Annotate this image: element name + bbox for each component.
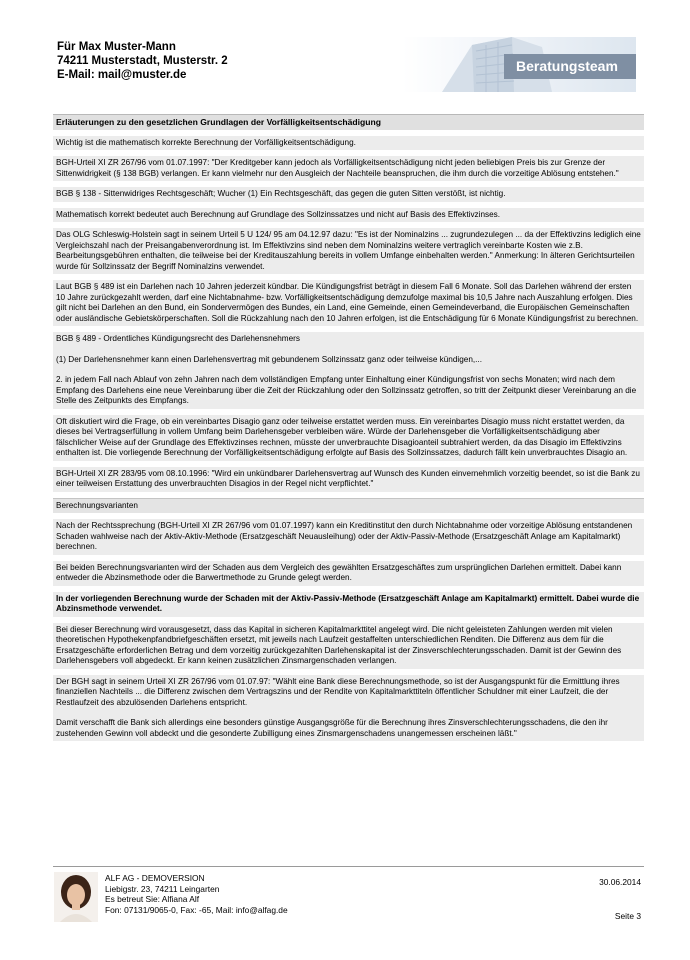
paragraph: BGB § 138 - Sittenwidriges Rechtsgeschäft; Wucher (1) Ein Rechtsgeschäft, das gegen die guten Sitten verstößt, ist nichtig. — [53, 187, 644, 202]
recipient-address — [57, 40, 228, 82]
paragraph: Das OLG Schleswig-Holstein sagt in seinem Urteil 5 U 124/ 95 am 04.12.97 dazu: "Es ist der Nominalzins ... zugrundezulegen ... da der Effektivzins lediglich eine Vergleichszahl nach der Preisangabenverordnung ist. Im Effektivzins sind neben dem Nominalzins weitere vertraglich vereinbarte Kosten wie z.B. Bearbeitungsgebühren enthalten, die teilweise bei der Kreditauszahlung bereits in vollem Umfange einbehalten werden." Anmerkung: In älteren Gerichtsurteilen wurde für Sollzinssatz der Begriff Nominalzins verwendet. — [53, 228, 644, 274]
paragraph: Nach der Rechtssprechung (BGH-Urteil XI ZR 267/96 vom 01.07.1997) kann ein Kreditinstitut den durch Nichtabnahme oder vorzeitige Ablösung entstandenen Schaden wahlweise nach der Aktiv-Aktiv-Methode (Ersatzgeschäft Neuausleihung) oder der Aktiv-Passiv-Methode (Ersatzgeschäft Anlage am Kapitalmarkt) berechnen. — [53, 519, 644, 555]
quote-text: Der BGH sagt in seinem Urteil XI ZR 267/96 vom 01.07.97: "Wählt eine Bank diese Berechnungsmethode, so ist der Ausgangspunkt für die Ermittlung ihres finanziellen Nachteils ... die Differenz zwischen dem Vertragszins und der Rendite von Kapitalmarkttiteln öffentlicher Schuldner mit einer Laufzeit, die der Restlaufzeit des abzulösenden Darlehens entspricht. — [56, 676, 620, 707]
section-heading: Berechnungsvarianten — [53, 498, 644, 514]
paragraph: Laut BGB § 489 ist ein Darlehen nach 10 Jahren jederzeit kündbar. Die Kündigungsfrist beträgt in diesem Fall 6 Monate. Soll das Darlehen während der ersten 10 Jahre zurückgezahlt werden, darf eine Nichtabnahme- bzw. Vorfälligkeitsentschädigung demzufolge maximal bis 10,5 Jahre nach Auszahlung erfolgen. Dies gilt nicht bei Darlehen an den Bund, ein Sondervermögen des Bundes, ein Land, eine Gemeinde, einen Gemeindeverband, die Europäischen Gemeinschaften oder ausländische Gebietskörperschaften. Soll die Rückzahlung nach den 10 Jahren erfolgen, ist die Entschädigung für 6 Monate Kündigungsfrist zu berechnen. — [53, 280, 644, 326]
footer-contact: Fon: 07131/9065-0, Fax: -65, Mail: info@alfag.de — [105, 904, 288, 915]
quote-block — [53, 675, 644, 742]
quote-text: Damit verschafft die Bank sich allerdings eine besonders günstige Ausgangsgröße für die Berechnung ihres Zinsverschlechterungsschadens, die den ihr zustehenden Gewinn voll abdeckt und die gesonderte Zubilligung eines Zinsmargenschadens unangemessen erscheinen läßt." — [56, 718, 608, 738]
footer-advisor: Es betreut Sie: Alfiana Alf — [105, 894, 200, 905]
brand-label: Beratungsteam — [504, 54, 636, 79]
footer-street: Liebigstr. 23, 74211 Leingarten — [105, 883, 220, 894]
brand-logo — [402, 37, 636, 92]
footer-company: ALF AG - DEMOVERSION — [105, 873, 205, 883]
paragraph: Mathematisch korrekt bedeutet auch Berechnung auf Grundlage des Sollzinssatzes und nicht auf Basis des Effektivzinses. — [53, 208, 644, 223]
paragraph: Wichtig ist die mathematisch korrekte Berechnung der Vorfälligkeitsentschädigung. — [53, 136, 644, 151]
paragraph: BGH-Urteil XI ZR 283/95 vom 08.10.1996: "Wird ein unkündbarer Darlehensvertrag auf Wunsch des Kunden einvernehmlich vorzeitig beendet, so ist die Bank zu einer teilweisen Erstattung des unverbrauchten Disagios in der Regel nicht verpflichtet." — [53, 467, 644, 492]
footer-divider — [53, 866, 644, 867]
paragraph: BGH-Urteil XI ZR 267/96 vom 01.07.1997: "Der Kreditgeber kann jedoch als Vorfälligkeitsentschädigung nicht jeden beliebigen Preis bis zur Grenze der Sittenwidrigkeit (§ 138 BGB) verlangen. Er kann vielmehr nur den Ausgleich der Nachteile beanspruchen, die ihm durch die vorzeitige Ablösung entstehen." — [53, 156, 644, 181]
legal-title: BGB § 489 - Ordentliches Kündigungsrecht des Darlehensnehmers — [56, 334, 300, 343]
paragraph: Bei beiden Berechnungsvarianten wird der Schaden aus dem Vergleich des gewählten Ersatzgeschäftes zum ursprünglichen Darlehen ermittelt. Dabei kann entweder die Abzinsmethode oder die Barwertmethode zu Grunde gelegt werden. — [53, 561, 644, 586]
recipient-email: E-Mail: mail@muster.de — [57, 69, 187, 81]
footer-date: 30.06.2014 — [599, 877, 641, 887]
document-body — [53, 114, 644, 747]
legal-clause: 2. in jedem Fall nach Ablauf von zehn Jahren nach dem vollständigen Empfang unter Einhaltung einer Kündigungsfrist von sechs Monaten; wird nach dem Empfang des Darlehens eine neue Vereinbarung über die Zeit der Rückzahlung oder den Sollzinssatz getroffen, so tritt der Zeitpunkt dieser Vereinbarung an die Stelle des Zeitpunkts des Empfangs. — [56, 375, 637, 405]
recipient-street: 74211 Musterstadt, Musterstr. 2 — [57, 55, 228, 67]
advisor-avatar — [54, 872, 98, 922]
footer-company-info — [105, 873, 288, 915]
highlight-paragraph: In der vorliegenden Berechnung wurde der Schaden mit der Aktiv-Passiv-Methode (Ersatzgeschäft Anlage am Kapitalmarkt) ermittelt. Dabei wurde die Abzinsmethode verwendet. — [53, 592, 644, 617]
paragraph: Bei dieser Berechnung wird vorausgesetzt, dass das Kapital in sicheren Kapitalmarkttitel angelegt wird. Die nicht geleisteten Zahlungen werden mit vielen theoretischen Hypothekenpfandbriefgeschäften ersetzt, mit jeweils nach Laufzeit gestaffelten unterschiedlichen Renditen. Die Differenz aus dem für die Ersatzgeschäfte erforderlichen Betrag und dem vorzeitig zurückgezahlten Darlehenskapital ist der Zinsverschlechterungsschaden. Damit ist der Gewinn des Darlehensgebers voll abgedeckt. Er kann keinen zusätzlichen Zinsmargenschaden verlangen. — [53, 623, 644, 669]
paragraph: Oft diskutiert wird die Frage, ob ein vereinbartes Disagio ganz oder teilweise erstattet werden muss. Ein vereinbartes Disagio muss nicht erstattet werden, da dieses bei Vertragserfüllung in vollem Umfang beim Darlehensgeber verbleiben wäre. Würde der Darlehensgeber die Vorfälligkeitsentschädigung aber fälschlicher Weise auf der Grundlage des Effektivzinses rechnen, müsste der unverbrauchte Disagioanteil subtrahiert werden, da das Disagio im Effektivzins enthalten ist. Die vorliegende Berechnung der Vorfälligkeitsentschädigung erfolgte auf Basis des Sollzinssatzes, dadurch fällt kein unverbrauchtes Disagio an. — [53, 415, 644, 461]
page-number: Seite 3 — [614, 911, 641, 921]
recipient-name: Für Max Muster-Mann — [57, 41, 176, 53]
section-heading: Erläuterungen zu den gesetzlichen Grundlagen der Vorfälligkeitsentschädigung — [53, 114, 644, 130]
legal-quote-block — [53, 332, 644, 409]
legal-clause: (1) Der Darlehensnehmer kann einen Darlehensvertrag mit gebundenem Sollzinssatz ganz oder teilweise kündigen,... — [56, 354, 482, 364]
